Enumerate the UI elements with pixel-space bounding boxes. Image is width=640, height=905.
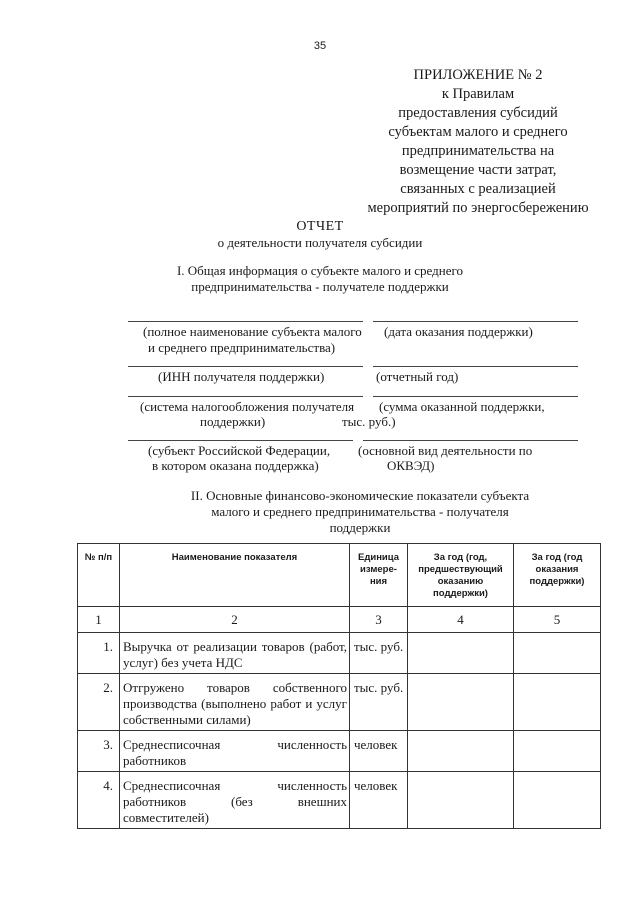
table-row [78, 772, 601, 829]
column-number: 5 [514, 607, 601, 633]
support-sum-line[interactable] [373, 396, 578, 397]
header-support-year: За год (год оказания поддержки) [514, 544, 601, 607]
okved-line[interactable] [363, 440, 578, 441]
value-support-year-cell[interactable] [514, 772, 601, 829]
appendix-line: к Правилам [441, 86, 515, 102]
indicators-table [77, 543, 601, 829]
column-number: 1 [78, 607, 120, 633]
header-previous-year: За год (год, предшествующий оказанию поддержки) [408, 544, 514, 607]
full-name-caption: и среднего предпринимательства) [148, 340, 336, 355]
appendix-header [330, 66, 626, 218]
report-year-caption: (отчетный год) [376, 369, 459, 384]
appendix-line: предоставления субсидий [398, 105, 558, 121]
tax-system-line[interactable] [128, 396, 363, 397]
appendix-line: связанных с реализацией [400, 181, 556, 197]
row-number: 1. [78, 633, 120, 674]
page-number: 35 [313, 40, 327, 52]
tax-system-caption: (система налогообложения получателя [140, 399, 355, 414]
indicator-name: Выручка от реализации товаров (работ, услуг) без учета НДС [120, 633, 350, 674]
appendix-line: субъектам малого и среднего [388, 124, 568, 140]
table-row [78, 633, 601, 674]
row-number: 4. [78, 772, 120, 829]
header-unit: Единица измере- ния [350, 544, 408, 607]
support-sum-caption: (сумма оказанной поддержки, [379, 399, 545, 414]
inn-line[interactable] [128, 366, 363, 367]
full-name-line[interactable] [128, 321, 363, 322]
appendix-line: ПРИЛОЖЕНИЕ № 2 [413, 67, 543, 83]
full-name-caption: (полное наименование субъекта малого [143, 324, 362, 339]
column-number: 2 [120, 607, 350, 633]
value-previous-year-cell[interactable] [408, 633, 514, 674]
support-sum-caption: тыс. руб.) [342, 414, 396, 429]
indicator-name: Среднесписочная численность работников [120, 731, 350, 772]
section-2-heading [120, 488, 600, 536]
column-number: 4 [408, 607, 514, 633]
region-line[interactable] [128, 440, 353, 441]
section-1-heading-line: I. Общая информация о субъекте малого и среднего [176, 263, 464, 278]
section-1-heading-line: предпринимательства - получателе поддержки [191, 279, 449, 294]
indicator-name: Отгружено товаров собственного производства (выполнено работ и услуг собственными силами) [120, 674, 350, 731]
table-header-row [78, 544, 601, 607]
region-caption: (субъект Российской Федерации, [148, 443, 331, 458]
value-previous-year-cell[interactable] [408, 674, 514, 731]
table-row [78, 731, 601, 772]
okved-caption: ОКВЭД) [387, 458, 435, 473]
value-support-year-cell[interactable] [514, 633, 601, 674]
column-number-row [78, 607, 601, 633]
section-1-heading [0, 263, 640, 295]
indicator-name: Среднесписочная численность работников (без внешних совместителей) [120, 772, 350, 829]
header-number: № п/п [78, 544, 120, 607]
row-number: 3. [78, 731, 120, 772]
value-previous-year-cell[interactable] [408, 772, 514, 829]
table-row [78, 674, 601, 731]
support-date-caption: (дата оказания поддержки) [384, 324, 533, 339]
value-support-year-cell[interactable] [514, 731, 601, 772]
support-date-line[interactable] [373, 321, 578, 322]
report-subtitle: о деятельности получателя субсидии [217, 235, 423, 250]
appendix-line: возмещение части затрат, [399, 162, 557, 178]
appendix-line: мероприятий по энергосбережению [367, 200, 589, 216]
row-number: 2. [78, 674, 120, 731]
indicator-unit: человек [350, 772, 408, 829]
appendix-line: предпринимательства на [401, 143, 555, 159]
okved-caption: (основной вид деятельности по [358, 443, 533, 458]
region-caption: в котором оказана поддержка) [152, 458, 319, 473]
report-year-line[interactable] [373, 366, 578, 367]
column-number: 3 [350, 607, 408, 633]
section-2-heading-line: поддержки [329, 520, 391, 535]
indicator-unit: тыс. руб. [350, 674, 408, 731]
inn-caption: (ИНН получателя поддержки) [158, 369, 325, 384]
indicator-unit: тыс. руб. [350, 633, 408, 674]
value-previous-year-cell[interactable] [408, 731, 514, 772]
value-support-year-cell[interactable] [514, 674, 601, 731]
section-2-heading-line: малого и среднего предпринимательства - получателя [211, 504, 509, 519]
tax-system-caption: поддержки) [200, 414, 266, 429]
indicator-unit: человек [350, 731, 408, 772]
report-title: ОТЧЕТ [296, 219, 344, 234]
section-2-heading-line: II. Основные финансово-экономические показатели субъекта [190, 488, 530, 503]
header-indicator-name: Наименование показателя [120, 544, 350, 607]
